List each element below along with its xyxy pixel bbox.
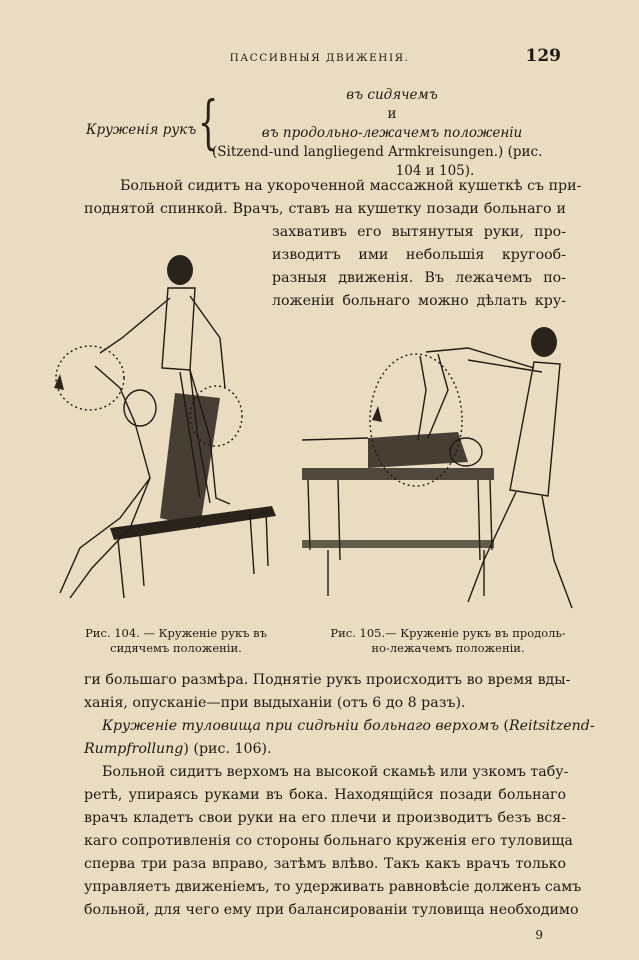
- wrap-line-4: ложеніи больнаго можно дѣлать кру-: [272, 293, 566, 309]
- figure-104-caption: [56, 626, 296, 656]
- para3-line-2: ретѣ, упираясь руками въ бока. Находящійся позади больнаго: [84, 787, 566, 803]
- para1-line-2: поднятой спинкой. Врачъ, ставъ на кушетку позади больнаго и: [84, 201, 566, 217]
- subheading-line-2: [84, 741, 566, 757]
- para3-line-5: сперва три раза вправо, затѣмъ влѣво. Такъ какъ врачъ только: [84, 856, 566, 872]
- signature-mark: 9: [535, 928, 543, 942]
- figure-104-illustration: [40, 248, 280, 618]
- wrap-line-1: захвативъ его вытянутыя руки, про-: [272, 224, 566, 240]
- brace-line-3: въ продольно-лежачемъ положеніи: [261, 125, 523, 141]
- para3-line-1: Больной сидитъ верхомъ на высокой скамьѣ или узкомъ табу-: [102, 764, 569, 780]
- figure-105-illustration: [298, 320, 590, 620]
- page-number: 129: [525, 46, 561, 66]
- subheading-tail: ) (рис. 106).: [183, 741, 272, 757]
- subheading-italic: Круженіе туловища при сидѣніи больнаго верхомъ: [102, 718, 499, 734]
- subheading-german-1: Reitsitzend-: [508, 718, 595, 734]
- para3-line-4: каго сопротивленія со стороны больнаго круженія его туловища: [84, 833, 573, 849]
- wrap-line-3: разныя движенія. Въ лежачемъ по-: [272, 270, 566, 286]
- brace-line-4: (Sitzend-und langliegend Armkreisungen.) (рис.: [212, 144, 543, 160]
- para1-line-1: Больной сидитъ на укороченной массажной кушеткѣ съ при-: [120, 178, 582, 194]
- subheading-paren: (: [498, 718, 509, 734]
- figure-104-caption-line-1: Рис. 104. — Круженіе рукъ въ: [85, 626, 267, 640]
- brace-options: [212, 86, 572, 181]
- figure-105-caption-line-2: но-лежачемъ положеніи.: [371, 641, 525, 655]
- brace-line-2: и: [387, 106, 397, 122]
- section-label: Круженія рукъ: [86, 122, 197, 138]
- curly-brace: {: [198, 88, 219, 156]
- figure-105-caption-line-1: Рис. 105.— Круженіе рукъ въ продоль-: [330, 626, 566, 640]
- figure-104-caption-line-2: сидячемъ положеніи.: [110, 641, 242, 655]
- brace-line-1: въ сидячемъ: [346, 87, 438, 103]
- running-title: ПАССИВНЫЯ ДВИЖЕНІЯ.: [229, 52, 410, 64]
- para2-line-1: ги большаго размѣра. Поднятіе рукъ происходитъ во время вды-: [84, 672, 571, 688]
- para2-line-2: ханія, опусканіе—при выдыханіи (отъ 6 до 8 разъ).: [84, 695, 466, 711]
- subheading-german-2: Rumpfrollung: [84, 741, 184, 757]
- para3-line-6: управляетъ движеніемъ, то удерживать равновѣсіе долженъ самъ: [84, 879, 582, 895]
- subheading-line-1: [102, 718, 595, 734]
- figure-105-caption: [308, 626, 588, 656]
- para3-line-7: больной, для чего ему при балансированіи туловища необходимо: [84, 902, 579, 918]
- brace-line-5: 104 и 105).: [395, 163, 475, 179]
- para3-line-3: врачъ кладетъ свои руки на его плечи и производитъ безъ вся-: [84, 810, 566, 826]
- wrap-line-2: изводитъ ими небольшія кругооб-: [272, 247, 566, 263]
